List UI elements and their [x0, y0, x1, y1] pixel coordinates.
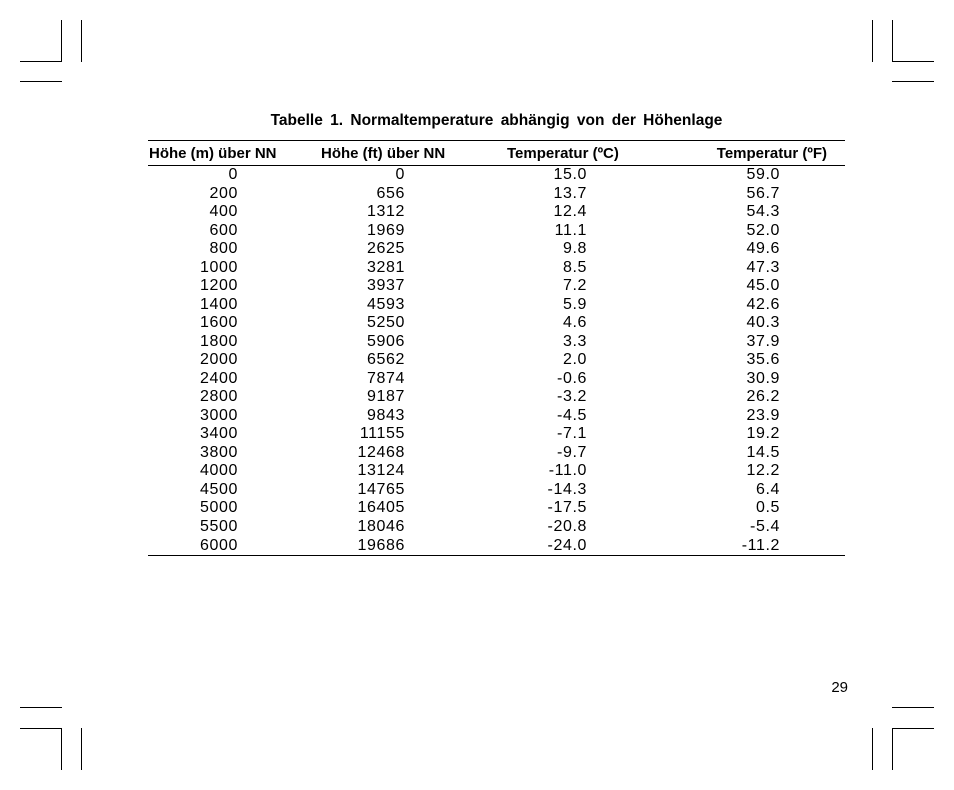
- altitude-ft-cell: 5250: [367, 314, 405, 332]
- table-row: [148, 499, 845, 518]
- crop-mark: [872, 728, 873, 770]
- altitude-m-cell: 0: [228, 166, 238, 184]
- table-row: [148, 370, 845, 389]
- altitude-m-cell: 600: [209, 221, 238, 239]
- temperature-f-cell: 45.0: [746, 277, 780, 295]
- altitude-ft-cell: 2625: [367, 240, 405, 258]
- temperature-c-cell: -17.5: [547, 499, 587, 517]
- table-row: [148, 185, 845, 204]
- temperature-f-cell: 37.9: [746, 332, 780, 350]
- crop-mark: [892, 81, 934, 82]
- altitude-ft-cell: 1969: [367, 221, 405, 239]
- temperature-f-cell: 30.9: [746, 369, 780, 387]
- table-row: [148, 259, 845, 278]
- temperature-f-cell: 54.3: [746, 203, 780, 221]
- altitude-m-cell: 4500: [200, 480, 238, 498]
- altitude-m-cell: 2000: [200, 351, 238, 369]
- temperature-f-cell: 56.7: [746, 184, 780, 202]
- temperature-c-cell: -4.5: [557, 406, 587, 424]
- temperature-c-cell: 4.6: [562, 314, 587, 332]
- altitude-ft-cell: 18046: [357, 517, 405, 535]
- temperature-f-cell: 59.0: [746, 166, 780, 184]
- temperature-c-cell: 9.8: [562, 240, 587, 258]
- temperature-f-cell: 35.6: [746, 351, 780, 369]
- temperature-f-cell: 49.6: [746, 240, 780, 258]
- altitude-m-cell: 800: [209, 240, 238, 258]
- temperature-c-cell: 3.3: [562, 332, 587, 350]
- table-row: [148, 425, 845, 444]
- altitude-m-cell: 3400: [200, 425, 238, 443]
- altitude-m-cell: 1600: [200, 314, 238, 332]
- table-row: [148, 351, 845, 370]
- table-row: [148, 444, 845, 463]
- crop-mark: [892, 707, 934, 708]
- table-row: [148, 481, 845, 500]
- table-row: [148, 166, 845, 185]
- temperature-f-cell: -11.2: [655, 536, 845, 556]
- altitude-ft-cell: 0: [395, 166, 405, 184]
- altitude-ft-cell: 12468: [357, 443, 405, 461]
- crop-mark: [892, 728, 934, 729]
- temperature-c-cell: 11.1: [554, 221, 587, 239]
- table-header-row: [148, 141, 845, 166]
- temperature-f-cell: 23.9: [746, 406, 780, 424]
- altitude-m-cell: 4000: [200, 462, 238, 480]
- crop-mark: [20, 707, 62, 708]
- table-row: [148, 203, 845, 222]
- altitude-m-cell: 200: [209, 184, 238, 202]
- table-row: [148, 277, 845, 296]
- table-row: [148, 222, 845, 241]
- temperature-c-cell: 7.2: [562, 277, 587, 295]
- altitude-m-cell: 1200: [200, 277, 238, 295]
- temperature-f-cell: 40.3: [746, 314, 780, 332]
- crop-mark: [892, 20, 893, 62]
- altitude-m-cell: 2800: [200, 388, 238, 406]
- altitude-ft-cell: 656: [376, 184, 405, 202]
- altitude-ft-cell: 3281: [367, 258, 405, 276]
- altitude-m-cell: 5500: [200, 517, 238, 535]
- temperature-f-cell: 14.5: [746, 443, 780, 461]
- temperature-f-cell: 19.2: [746, 425, 780, 443]
- altitude-ft-cell: 1312: [367, 203, 405, 221]
- table-row: [148, 462, 845, 481]
- temperature-c-cell: -3.2: [557, 388, 587, 406]
- altitude-ft-cell: 3937: [367, 277, 405, 295]
- table-row: [148, 240, 845, 259]
- altitude-m-cell: 3000: [200, 406, 238, 424]
- altitude-ft-cell: 14765: [357, 480, 405, 498]
- altitude-m-cell: 2400: [200, 369, 238, 387]
- temperature-f-cell: 52.0: [746, 221, 780, 239]
- temperature-c-cell: -24.0: [475, 536, 655, 556]
- temperature-c-cell: -0.6: [557, 369, 587, 387]
- altitude-ft-cell: 4593: [367, 295, 405, 313]
- temperature-f-cell: 0.5: [755, 499, 780, 517]
- crop-mark: [872, 20, 873, 62]
- column-header-temperature-c: Temperatur (ºC): [475, 141, 655, 166]
- table-row: [148, 536, 845, 556]
- crop-mark: [81, 20, 82, 62]
- altitude-ft-cell: 9843: [367, 406, 405, 424]
- temperature-c-cell: 2.0: [562, 351, 587, 369]
- altitude-m-cell: 6000: [148, 536, 298, 556]
- temperature-f-cell: 42.6: [746, 295, 780, 313]
- temperature-c-cell: 12.4: [553, 203, 587, 221]
- temperature-f-cell: 47.3: [746, 258, 780, 276]
- altitude-m-cell: 1400: [200, 295, 238, 313]
- temperature-f-cell: 26.2: [746, 388, 780, 406]
- altitude-ft-cell: 7874: [367, 369, 405, 387]
- altitude-m-cell: 1800: [200, 332, 238, 350]
- table-row: [148, 314, 845, 333]
- temperature-c-cell: -11.0: [548, 462, 587, 480]
- table-row: [148, 333, 845, 352]
- temperature-c-cell: -14.3: [547, 480, 587, 498]
- temperature-c-cell: 15.0: [553, 166, 587, 184]
- table-row: [148, 407, 845, 426]
- altitude-ft-cell: 19686: [298, 536, 475, 556]
- altitude-ft-cell: 11155: [359, 425, 405, 443]
- altitude-m-cell: 400: [209, 203, 238, 221]
- column-header-temperature-f: Temperatur (ºF): [655, 141, 845, 166]
- temperature-c-cell: -7.1: [557, 425, 587, 443]
- temperature-c-cell: 5.9: [562, 295, 587, 313]
- temperature-c-cell: -9.7: [557, 443, 587, 461]
- crop-mark: [20, 81, 62, 82]
- altitude-m-cell: 1000: [200, 258, 238, 276]
- page-number: 29: [831, 679, 848, 696]
- temperature-c-cell: 8.5: [562, 258, 587, 276]
- crop-mark: [892, 728, 893, 770]
- temperature-c-cell: -20.8: [547, 517, 587, 535]
- altitude-m-cell: 5000: [200, 499, 238, 517]
- altitude-m-cell: 3800: [200, 443, 238, 461]
- temperature-f-cell: -5.4: [750, 517, 780, 535]
- temperature-f-cell: 12.2: [746, 462, 780, 480]
- crop-mark: [892, 61, 934, 62]
- table-row: [148, 296, 845, 315]
- altitude-ft-cell: 5906: [367, 332, 405, 350]
- altitude-ft-cell: 6562: [367, 351, 405, 369]
- crop-mark: [81, 728, 82, 770]
- table-title: Tabelle 1. Normaltemperature abhängig von der Höhenlage: [270, 112, 723, 129]
- crop-mark: [20, 61, 62, 62]
- altitude-ft-cell: 9187: [367, 388, 405, 406]
- altitude-ft-cell: 16405: [357, 499, 405, 517]
- table-row: [148, 518, 845, 537]
- crop-mark: [61, 728, 62, 770]
- crop-mark: [20, 728, 62, 729]
- temperature-table: [148, 140, 845, 556]
- temperature-f-cell: 6.4: [755, 480, 780, 498]
- altitude-ft-cell: 13124: [357, 462, 405, 480]
- temperature-c-cell: 13.7: [553, 184, 587, 202]
- crop-mark: [61, 20, 62, 62]
- column-header-altitude-ft: Höhe (ft) über NN: [298, 141, 475, 166]
- table-body: [148, 166, 845, 556]
- table-row: [148, 388, 845, 407]
- column-header-altitude-m: Höhe (m) über NN: [148, 141, 298, 166]
